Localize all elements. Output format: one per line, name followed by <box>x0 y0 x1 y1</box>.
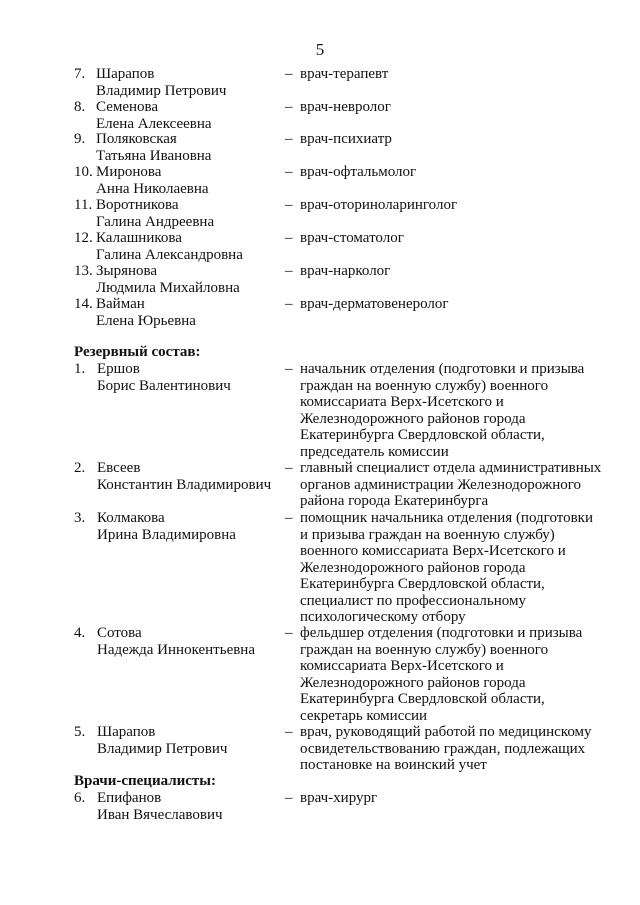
person-name <box>96 197 214 230</box>
position-line: Екатеринбурга Свердловской области, <box>300 427 545 443</box>
position-description <box>300 724 610 774</box>
given-names: Иван Вячеславович <box>97 806 223 823</box>
position-line: комиссариата Верх-Исетского и <box>300 658 504 674</box>
person-name <box>97 625 255 658</box>
surname: Ершов <box>97 361 140 377</box>
dash-separator: – <box>285 361 293 377</box>
position-line: Железнодорожного районов города <box>300 559 526 576</box>
given-names: Владимир Петрович <box>97 740 228 757</box>
surname: Вайман <box>96 296 145 312</box>
position-description <box>300 263 610 280</box>
position-description <box>300 99 610 116</box>
given-names: Елена Алексеевна <box>96 115 212 132</box>
position-line: освидетельствованию граждан, подлежащих <box>300 740 586 757</box>
person-name <box>96 66 226 99</box>
position-line: комиссариата Верх-Исетского и <box>300 394 504 410</box>
dash-separator: – <box>285 724 293 740</box>
section-heading-reserve: Резервный состав: <box>74 344 201 360</box>
position-description <box>300 361 610 460</box>
page-number: 5 <box>315 40 325 59</box>
position-line: военного комиссариата Верх-Исетского и <box>300 543 566 559</box>
position-line: района города Екатеринбурга <box>300 493 489 509</box>
given-names: Анна Николаевна <box>96 180 209 197</box>
surname: Семенова <box>96 99 159 115</box>
surname: Евсеев <box>97 460 141 476</box>
position-line: граждан на военную службу) военного <box>300 377 549 394</box>
position-line: Железнодорожного районов города <box>300 410 526 427</box>
position-line: врач-терапевт <box>300 66 389 82</box>
given-names: Надежда Иннокентьевна <box>97 641 255 658</box>
person-name <box>97 510 236 543</box>
position-line: врач-хирург <box>300 790 378 806</box>
given-names: Владимир Петрович <box>96 82 227 99</box>
person-name <box>96 99 212 132</box>
person-name <box>96 296 196 329</box>
position-line: и призыва граждан на военную службу) <box>300 526 555 543</box>
position-line: Екатеринбурга Свердловской области, <box>300 691 545 707</box>
given-names: Борис Валентинович <box>97 377 231 394</box>
given-names: Константин Владимирович <box>97 476 272 493</box>
person-name <box>97 361 231 394</box>
surname: Шарапов <box>97 724 156 740</box>
person-name <box>97 790 223 823</box>
position-line: органов администрации Железнодорожного <box>300 476 582 493</box>
position-line: секретарь комиссии <box>300 707 428 724</box>
position-description <box>300 66 610 83</box>
position-description <box>300 625 610 724</box>
surname: Епифанов <box>97 790 162 806</box>
dash-separator: – <box>285 625 293 641</box>
item-number: 9. <box>74 131 86 147</box>
position-line: начальник отделения (подготовки и призыва <box>300 361 585 377</box>
item-number: 1. <box>74 361 86 377</box>
person-name <box>96 131 211 164</box>
person-name <box>96 164 209 197</box>
item-number: 12. <box>74 230 93 246</box>
position-line: Екатеринбурга Свердловской области, <box>300 576 545 592</box>
position-line: психологическому отбору <box>300 609 466 625</box>
dash-separator: – <box>285 99 293 115</box>
position-description <box>300 164 610 181</box>
position-line: председатель комиссии <box>300 443 449 460</box>
person-name <box>97 724 227 757</box>
position-description <box>300 230 610 247</box>
position-line: граждан на военную службу) военного <box>300 641 549 658</box>
surname: Шарапов <box>96 66 155 82</box>
position-description <box>300 131 610 148</box>
item-number: 13. <box>74 263 93 279</box>
position-description <box>300 790 610 807</box>
position-description <box>300 460 610 510</box>
position-line: специалист по профессиональному <box>300 592 526 609</box>
surname: Поляковская <box>96 131 177 147</box>
item-number: 4. <box>74 625 86 641</box>
position-line: постановке на воинский учет <box>300 757 487 773</box>
position-description <box>300 197 610 214</box>
surname: Воротникова <box>96 197 179 213</box>
surname: Зырянова <box>96 263 158 279</box>
section-heading-specialists: Врачи-специалисты: <box>74 773 217 789</box>
item-number: 8. <box>74 99 86 115</box>
position-description <box>300 296 610 313</box>
person-name <box>97 460 271 493</box>
position-line: врач-стоматолог <box>300 230 404 246</box>
dash-separator: – <box>285 230 293 246</box>
item-number: 14. <box>74 296 93 312</box>
position-line: врач-психиатр <box>300 131 392 147</box>
surname: Калашникова <box>96 230 182 246</box>
item-number: 10. <box>74 164 93 180</box>
position-line: Железнодорожного районов города <box>300 674 526 691</box>
dash-separator: – <box>285 263 293 279</box>
position-line: врач-невролог <box>300 99 391 115</box>
surname: Колмакова <box>97 510 165 526</box>
position-line: главный специалист отдела административных <box>300 460 602 476</box>
position-description <box>300 510 610 626</box>
position-line: врач-дерматовенеролог <box>300 296 449 312</box>
position-line: врач-офтальмолог <box>300 164 417 180</box>
dash-separator: – <box>285 131 293 147</box>
position-line: врач, руководящий работой по медицинскому <box>300 724 592 740</box>
person-name <box>96 230 243 263</box>
item-number: 2. <box>74 460 86 476</box>
given-names: Татьяна Ивановна <box>96 147 212 164</box>
item-number: 5. <box>74 724 86 740</box>
dash-separator: – <box>285 197 293 213</box>
position-line: врач-оториноларинголог <box>300 197 458 213</box>
position-line: врач-нарколог <box>300 263 391 279</box>
dash-separator: – <box>285 164 293 180</box>
given-names: Людмила Михайловна <box>96 279 240 296</box>
item-number: 11. <box>74 197 93 213</box>
item-number: 7. <box>74 66 86 82</box>
surname: Сотова <box>97 625 142 641</box>
position-line: фельдшер отделения (подготовки и призыва <box>300 625 583 641</box>
dash-separator: – <box>285 66 293 82</box>
dash-separator: – <box>285 296 293 312</box>
person-name <box>96 263 240 296</box>
position-line: помощник начальника отделения (подготовки <box>300 510 593 526</box>
item-number: 6. <box>74 790 86 806</box>
dash-separator: – <box>285 790 293 806</box>
item-number: 3. <box>74 510 86 526</box>
given-names: Елена Юрьевна <box>96 312 196 329</box>
given-names: Ирина Владимировна <box>97 526 236 543</box>
given-names: Галина Андреевна <box>96 213 215 230</box>
dash-separator: – <box>285 510 293 526</box>
dash-separator: – <box>285 460 293 476</box>
given-names: Галина Александровна <box>96 246 243 263</box>
surname: Миронова <box>96 164 162 180</box>
